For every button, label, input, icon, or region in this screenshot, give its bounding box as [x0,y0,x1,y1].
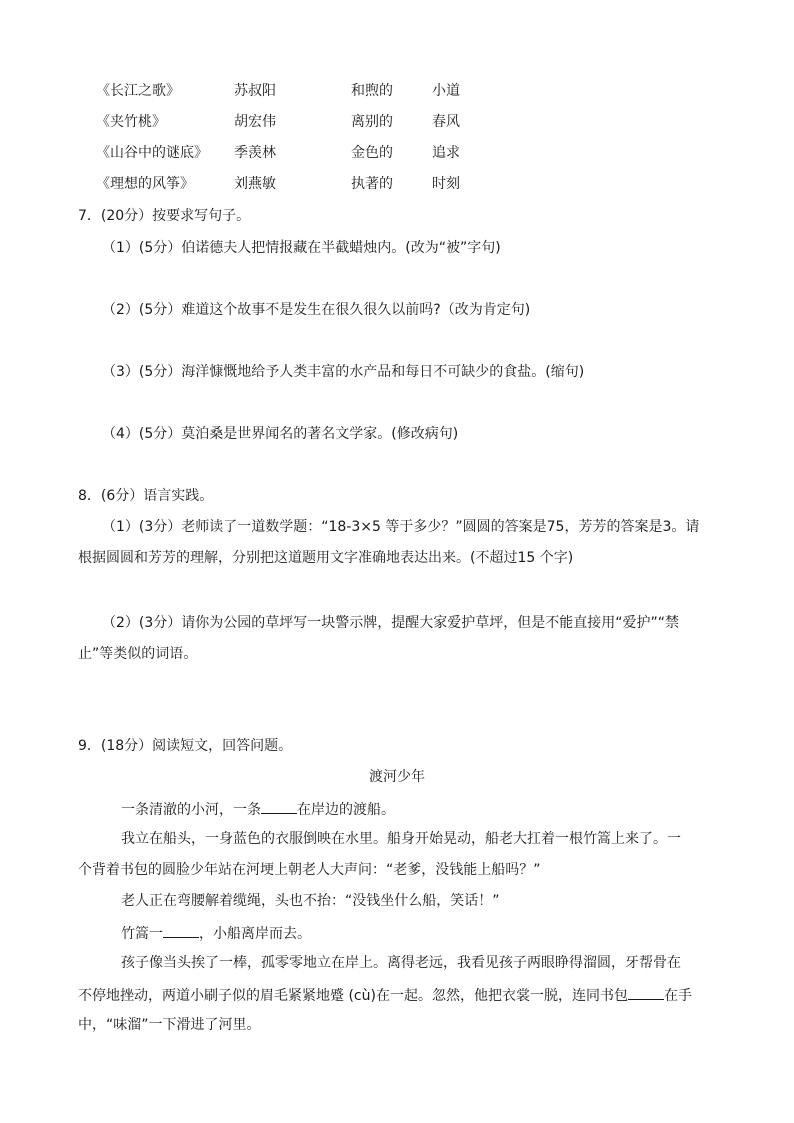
author-name: 苏叔阳 [234,83,276,99]
work-title: 《理想的风筝》 [96,176,194,192]
passage-text: 一条清澈的小河，一条 [121,802,261,818]
q7-item-1: （1）(5分）伯诺德夫人把情报藏在半截蜡烛内。(改为“被”字句) [102,240,501,256]
passage-title: 渡河少年 [369,769,425,785]
passage-paragraph-2-line-2: 个背着书包的圆脸少年站在河埂上朝老人大声问：“老爹，没钱能上船吗？” [78,862,541,878]
adjective-word: 和煦的 [351,83,393,99]
q8-heading: 8．(6分）语言实践。 [78,488,214,504]
passage-paragraph-1 [121,798,395,820]
noun-word: 时刻 [432,176,460,192]
fill-blank[interactable] [261,798,297,814]
fill-blank[interactable] [163,922,199,938]
adjective-word: 离别的 [351,114,393,130]
q8-item-1-line-2: 根据圆圆和芳芳的理解，分别把这道题用文字准确地表达出来。(不超过15 个字) [78,550,574,566]
passage-paragraph-5-line-3: 中，“味溜”一下滑进了河里。 [78,1017,261,1033]
work-title: 《夹竹桃》 [96,114,166,130]
author-name: 胡宏伟 [234,114,276,130]
noun-word: 追求 [432,145,460,161]
q7-heading: 7．(20分）按要求写句子。 [78,208,251,224]
adjective-word: 金色的 [351,145,393,161]
q8-item-2-line-2: 止”等类似的词语。 [78,646,198,662]
work-title: 《山谷中的谜底》 [96,145,208,161]
passage-text: 在手 [663,988,692,1004]
passage-paragraph-5-line-2 [78,984,692,1006]
passage-text: 不停地挫动，两道小刷子似的眉毛紧紧地蹙 (cù)在一起。忽然，他把衣裳一脱，连同书包 [78,988,628,1004]
noun-word: 小道 [432,83,460,99]
passage-paragraph-2-line-1: 我立在船头，一身蓝色的衣服倒映在水里。船身开始晃动，船老大扛着一根竹篙上来了。一 [121,831,681,847]
author-name: 刘燕敏 [234,176,276,192]
passage-text: ，小船离岸而去。 [199,926,311,942]
passage-paragraph-4 [121,922,311,944]
q9-heading: 9．(18分）阅读短文，回答问题。 [78,738,293,754]
passage-text: 竹篙一 [121,926,163,942]
passage-paragraph-5-line-1: 孩子像当头挨了一棒，孤零零地立在岸上。离得老远，我看见孩子两眼睁得溜圆，牙帮骨在 [121,955,681,971]
adjective-word: 执著的 [351,176,393,192]
q8-item-2-line-1: （2）(3分）请你为公园的草坪写一块警示牌，提醒大家爱护草坪，但是不能直接用“爱护”“禁 [102,615,680,631]
q7-item-3: （3）(5分）海洋慷慨地给予人类丰富的水产品和每日不可缺少的食盐。(缩句) [102,364,585,380]
passage-paragraph-3: 老人正在弯腰解着缆绳，头也不抬：“没钱坐什么船，笑话！” [121,893,500,909]
work-title: 《长江之歌》 [96,83,180,99]
noun-word: 春风 [432,114,460,130]
author-name: 季羡林 [234,145,276,161]
q7-item-2: （2）(5分）难道这个故事不是发生在很久很久以前吗?（改为肯定句) [102,302,531,318]
q7-item-4: （4）(5分）莫泊桑是世界闻名的著名文学家。(修改病句) [102,426,459,442]
fill-blank[interactable] [628,984,664,1000]
passage-text: 在岸边的渡船。 [297,802,395,818]
q8-item-1-line-1: （1）(3分）老师读了一道数学题：“18-3×5 等于多少？”圆圆的答案是75，芳芳的答案是3。请 [102,519,700,535]
